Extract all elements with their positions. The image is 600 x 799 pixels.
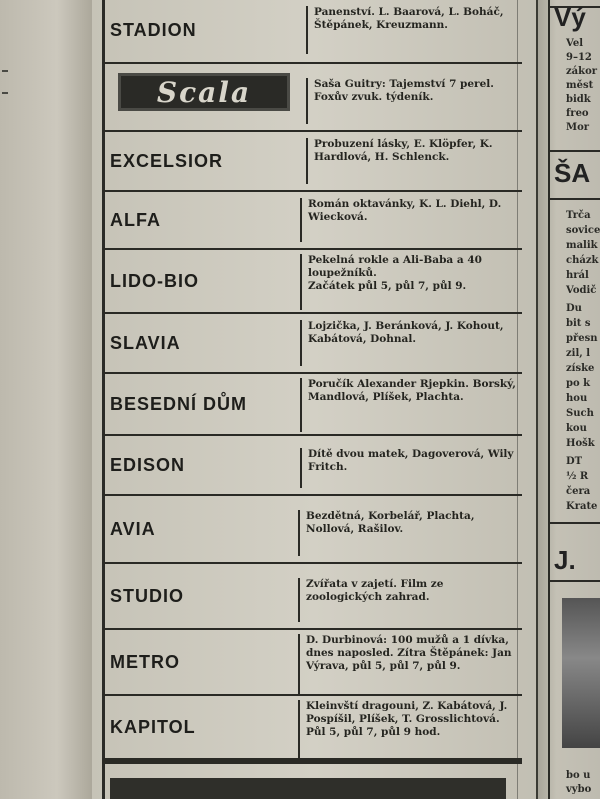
text-fragment: freo xyxy=(566,108,589,119)
photo-fragment xyxy=(562,598,600,748)
text-fragment: po k xyxy=(566,378,591,389)
text-fragment: 9–12 xyxy=(566,52,592,63)
text-fragment: malik xyxy=(566,240,598,251)
page-edge-mark xyxy=(2,92,8,94)
cinema-name: METRO xyxy=(110,651,180,672)
cinema-listings-column xyxy=(92,0,536,799)
program-text: Dítě dvou matek, Dagoverová, Wily Fritch. xyxy=(300,448,522,488)
section-rule xyxy=(102,758,522,764)
column-rule xyxy=(548,0,550,799)
program-text: Panenství. L. Baarová, L. Boháč, Štěpánek, Kreuzmann. xyxy=(306,6,522,54)
listing-row xyxy=(102,130,522,190)
listing-row xyxy=(102,312,522,372)
cinema-name: ALFA xyxy=(110,209,161,230)
heading-fragment: J. xyxy=(554,545,576,575)
text-fragment: Such xyxy=(566,408,594,419)
listing-row xyxy=(102,190,522,248)
next-ad-fragment xyxy=(110,778,506,799)
listing-row xyxy=(102,248,522,312)
heading-fragment: ŠA xyxy=(554,158,591,188)
cinema-name: AVIA xyxy=(110,518,156,539)
text-fragment: Vel xyxy=(566,38,584,49)
cinema-name: STUDIO xyxy=(110,585,185,606)
text-fragment: zil, l xyxy=(566,348,591,359)
text-fragment: DT xyxy=(566,456,583,467)
column-rule xyxy=(548,150,600,152)
listing-row xyxy=(102,62,522,130)
heading-fragment: Vý xyxy=(554,2,586,32)
text-fragment: sovice xyxy=(566,225,600,236)
text-fragment: čera xyxy=(566,486,591,497)
left-page-margin xyxy=(0,0,95,799)
text-fragment: Trča xyxy=(566,210,591,221)
program-text: Bezdětná, Korbelář, Plachta, Nollová, Rašilov. xyxy=(298,510,522,556)
text-fragment: bit s xyxy=(566,318,591,329)
program-text: Saša Guitry: Tajemství 7 perel. Foxův zvuk. týdeník. xyxy=(306,78,522,124)
program-text: Román oktavánky, K. L. Diehl, D. Wiecková. xyxy=(300,198,522,242)
text-fragment: měst xyxy=(566,80,594,91)
program-text: D. Durbinová: 100 mužů a 1 dívka, dnes naposled. Zítra Štěpánek: Jan Výrava, půl 5, půl 7, půl 9. xyxy=(298,634,522,694)
adjacent-column xyxy=(538,0,600,799)
text-fragment: získe xyxy=(566,363,595,374)
listing-row xyxy=(102,494,522,562)
text-fragment: Mor xyxy=(566,122,590,133)
text-fragment: vybo xyxy=(566,784,592,795)
listing-row xyxy=(102,562,522,628)
column-rule xyxy=(548,198,600,200)
text-fragment: hou xyxy=(566,393,588,404)
cinema-name: STADION xyxy=(110,19,197,40)
page-edge-mark xyxy=(2,70,8,72)
text-fragment: Vodič xyxy=(566,285,597,296)
cinema-name: BESEDNÍ DŮM xyxy=(110,393,248,414)
column-rule xyxy=(548,580,600,582)
cinema-name: LIDO-BIO xyxy=(110,270,199,291)
cinema-name: SLAVIA xyxy=(110,332,181,353)
text-fragment: bidk xyxy=(566,94,591,105)
text-fragment: Du xyxy=(566,303,582,314)
cinema-name: EDISON xyxy=(110,454,186,475)
listing-row xyxy=(102,434,522,494)
program-text: Poručík Alexander Rjepkin. Borský, Mandlová, Plíšek, Plachta. xyxy=(300,378,522,432)
scala-logo: Scala xyxy=(118,73,290,111)
cinema-name: EXCELSIOR xyxy=(110,150,224,171)
listing-row xyxy=(102,628,522,694)
text-fragment: přesn xyxy=(566,333,598,344)
text-fragment: Krate xyxy=(566,501,598,512)
program-text: Pekelná rokle a Ali-Baba a 40 loupežníků. Začátek půl 5, půl 7, půl 9. xyxy=(300,254,522,310)
listing-row xyxy=(102,694,522,758)
listing-row xyxy=(102,0,522,60)
text-fragment: kou xyxy=(566,423,587,434)
text-fragment: bo u xyxy=(566,770,591,781)
program-text: Lojzička, J. Beránková, J. Kohout, Kabátová, Dohnal. xyxy=(300,320,522,366)
column-rule xyxy=(548,522,600,524)
program-text: Probuzení lásky, E. Klöpfer, K. Hardlová, H. Schlenck. xyxy=(306,138,522,184)
listing-row xyxy=(102,372,522,434)
program-text: Kleinvští dragouni, Z. Kabátová, J. Pospíšil, Plíšek, T. Grosslichtová. Půl 5, půl 7, půl 9 hod. xyxy=(298,700,522,758)
cinema-name: KAPITOL xyxy=(110,716,196,737)
text-fragment: zákor xyxy=(566,66,598,77)
text-fragment: ½ R xyxy=(566,471,589,482)
program-text: Zvířata v zajetí. Film ze zoologických zahrad. xyxy=(298,578,522,622)
text-fragment: hrál xyxy=(566,270,589,281)
text-fragment: Hošk xyxy=(566,438,595,449)
text-fragment: cházk xyxy=(566,255,599,266)
